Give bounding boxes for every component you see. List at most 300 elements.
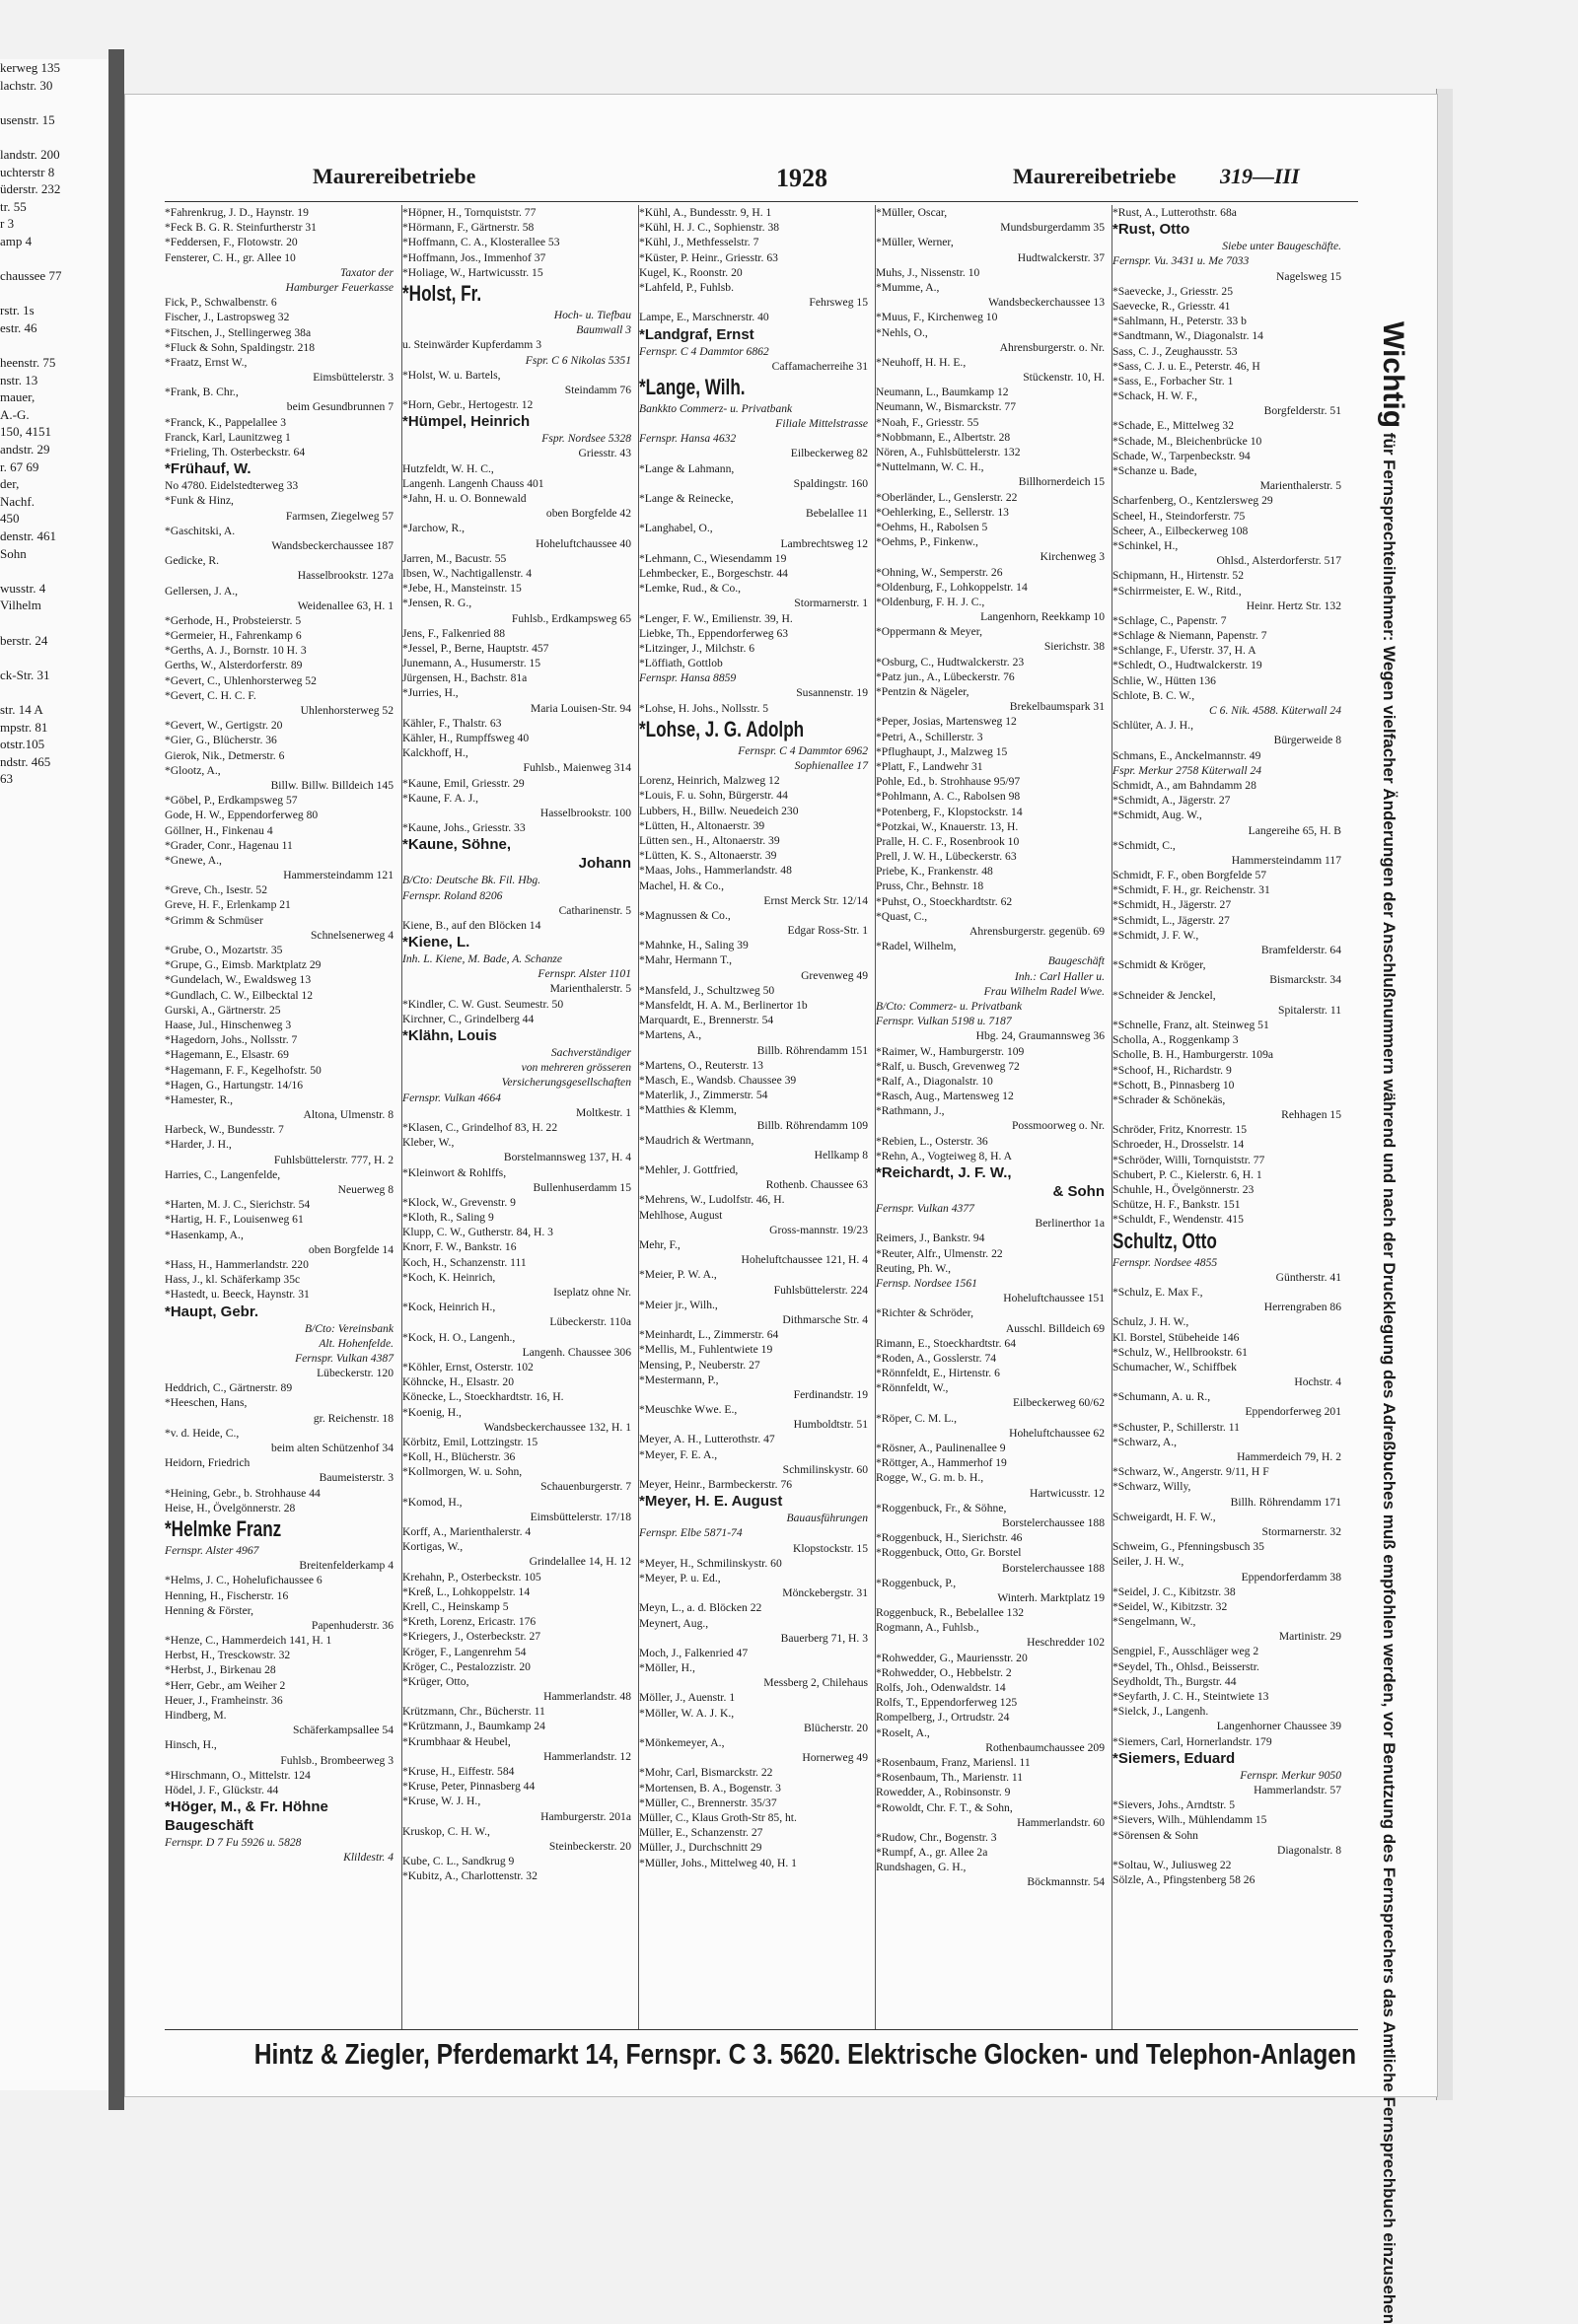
directory-entry: *Masch, E., Wandsb. Chaussee 39 bbox=[639, 1073, 797, 1087]
directory-entry: *Meyer, H., Schmilinskystr. 60 bbox=[639, 1556, 782, 1570]
directory-entry: Lubbers, H., Billw. Neuedeich 230 bbox=[639, 804, 799, 817]
directory-entry: Ernst Merck Str. 12/14 bbox=[763, 893, 868, 907]
directory-entry: *Kriegers, J., Osterbeckstr. 27 bbox=[402, 1630, 541, 1644]
directory-entry: *Seidel, W., Kibitzstr. 32 bbox=[1112, 1599, 1228, 1613]
left-page-fragment: ndstr. 465 bbox=[0, 753, 51, 769]
directory-entry: *Meyer, F. E. A., bbox=[639, 1447, 718, 1461]
directory-entry: *Horn, Gebr., Hertogestr. 12 bbox=[402, 398, 534, 412]
directory-entry: Inh.: Carl Haller u. bbox=[1014, 969, 1105, 983]
directory-entry: *Rudow, Chr., Bogenstr. 3 bbox=[876, 1830, 997, 1844]
directory-entry: *Schmidt & Kröger, bbox=[1112, 958, 1206, 972]
directory-entry: Hammerlandstr. 48 bbox=[543, 1690, 631, 1704]
directory-entry: *Frank, B. Chr., bbox=[165, 386, 239, 399]
directory-entry: *Sievers, Johs., Arndtstr. 5 bbox=[1112, 1798, 1235, 1812]
directory-entry: Baumeisterstr. 3 bbox=[319, 1471, 394, 1485]
directory-entry: Heuer, J., Framheinstr. 36 bbox=[165, 1693, 283, 1707]
directory-entry: *Kaune, Emil, Griesstr. 29 bbox=[402, 776, 525, 790]
directory-entry: Rolfs, T., Eppendorferweg 125 bbox=[876, 1696, 1018, 1710]
directory-entry: gr. Reichenstr. 18 bbox=[313, 1411, 394, 1425]
directory-entry: *Rumpf, A., gr. Allee 2a bbox=[876, 1846, 988, 1860]
directory-entry: Meyn, L., a. d. Blöcken 22 bbox=[639, 1601, 762, 1615]
directory-entry: Nagelsweg 15 bbox=[1275, 269, 1341, 283]
directory-entry: *Jensen, R. G., bbox=[402, 597, 472, 610]
left-page-fragment bbox=[0, 683, 61, 701]
directory-column-1 bbox=[165, 205, 397, 2029]
directory-entry: *Maas, Johs., Hammerlandstr. 48 bbox=[639, 864, 792, 878]
directory-entry: Rowedder, A., Robinsonstr. 9 bbox=[876, 1786, 1011, 1799]
directory-entry: *Schuldt, F., Wendenstr. 415 bbox=[1112, 1213, 1244, 1227]
directory-entry: *Holst, Fr. bbox=[402, 280, 482, 306]
directory-entry: Hammersteindamm 117 bbox=[1231, 853, 1341, 867]
directory-entry: Mehr, F., bbox=[639, 1238, 681, 1251]
directory-entry: *Komod, H., bbox=[402, 1495, 463, 1509]
directory-entry: Roggenbuck, R., Bebelallee 132 bbox=[876, 1606, 1025, 1620]
directory-entry: Lübeckerstr. 110a bbox=[549, 1315, 631, 1329]
directory-entry: Borgfelderstr. 51 bbox=[1263, 404, 1341, 418]
directory-entry: Heise, H., Övelgönnerstr. 28 bbox=[165, 1501, 296, 1514]
directory-entry: Ahrensburgerstr. o. Nr. bbox=[999, 340, 1105, 354]
directory-entry: Steindamm 76 bbox=[564, 383, 631, 396]
directory-entry: Hammerdeich 79, H. 2 bbox=[1237, 1450, 1341, 1463]
directory-entry: Borstelmannsweg 137, H. 4 bbox=[503, 1151, 631, 1164]
directory-entry: *Franck, K., Pappelallee 3 bbox=[165, 415, 286, 429]
directory-entry: Könecke, L., Stoeckhardtstr. 16, H. bbox=[402, 1390, 564, 1404]
directory-entry: *Hoffmann, Jos., Immenhof 37 bbox=[402, 250, 546, 264]
directory-entry: Messberg 2, Chilehaus bbox=[763, 1676, 868, 1690]
directory-entry: Stormarnerstr. 32 bbox=[1261, 1524, 1341, 1538]
directory-entry: *Fluck & Sohn, Spaldingstr. 218 bbox=[165, 340, 316, 354]
directory-entry: *Schmidt, Aug. W., bbox=[1112, 809, 1202, 822]
directory-entry: Langenhorner Chaussee 39 bbox=[1216, 1720, 1341, 1733]
directory-entry: Kl. Borstel, Stübeheide 146 bbox=[1112, 1330, 1240, 1344]
directory-entry: *Meyer, P. u. Ed., bbox=[639, 1571, 721, 1585]
directory-entry: *Rösner, A., Paulinenallee 9 bbox=[876, 1442, 1006, 1454]
directory-entry: Gellersen, J. A., bbox=[165, 584, 239, 598]
directory-entry: *Roggenbuck, H., Sierichstr. 46 bbox=[876, 1531, 1023, 1545]
directory-entry: Haase, Jul., Hinschenweg 3 bbox=[165, 1018, 292, 1031]
directory-entry: Scheer, A., Eilbeckerweg 108 bbox=[1112, 524, 1249, 537]
directory-entry: *Rehn, A., Vogteiweg 8, H. A bbox=[876, 1149, 1013, 1162]
directory-entry: Nören, A., Fuhlsbüttelerstr. 132 bbox=[876, 446, 1021, 458]
directory-entry: *Oehms, H., Rabolsen 5 bbox=[876, 520, 988, 533]
left-page-fragment: amp 4 bbox=[0, 233, 33, 248]
directory-column-3 bbox=[638, 205, 872, 2029]
left-page-fragment: estr. 46 bbox=[0, 319, 37, 335]
directory-entry: *Quast, C., bbox=[876, 909, 928, 923]
directory-entry: Humboldtstr. 51 bbox=[793, 1418, 868, 1432]
directory-entry: u. Steinwärder Kupferdamm 3 bbox=[402, 338, 542, 352]
directory-entry: Prell, J. W. H., Lübeckerstr. 63 bbox=[876, 850, 1017, 864]
directory-entry: Rolfs, Joh., Odenwaldstr. 14 bbox=[876, 1681, 1006, 1694]
directory-entry: Krell, C., Heinskamp 5 bbox=[402, 1599, 509, 1613]
directory-entry: Heidorn, Friedrich bbox=[165, 1456, 251, 1470]
directory-entry: *Oldenburg, F. H. J. C., bbox=[876, 595, 985, 608]
directory-entry: *Potzkai, W., Knauerstr. 13, H. bbox=[876, 819, 1019, 833]
directory-entry: Pohle, Ed., b. Strohhause 95/97 bbox=[876, 775, 1021, 789]
left-page-fragment: mpstr. 81 bbox=[0, 719, 48, 735]
directory-entry: Herbst, H., Tresckowstr. 32 bbox=[165, 1649, 291, 1662]
directory-entry: Schuhle, H., Övelgönnerstr. 23 bbox=[1112, 1183, 1255, 1196]
directory-entry: Krehahn, P., Osterbeckstr. 105 bbox=[402, 1570, 541, 1584]
directory-entry: *Hagemann, F. F., Kegelhofstr. 50 bbox=[165, 1063, 322, 1077]
directory-entry: *Schoof, H., Richardstr. 9 bbox=[1112, 1063, 1232, 1077]
directory-entry: Fernspr. Vulkan 4377 bbox=[876, 1202, 974, 1215]
directory-entry: *Schrader & Schönekäs, bbox=[1112, 1092, 1226, 1106]
directory-entry: *Gerhode, H., Probsteierstr. 5 bbox=[165, 613, 302, 627]
directory-entry: Hamburger Feuerkasse bbox=[285, 280, 394, 294]
directory-entry: Fernspr. Vulkan 4664 bbox=[402, 1091, 501, 1104]
directory-entry: Kirchner, C., Grindelberg 44 bbox=[402, 1012, 535, 1025]
directory-entry: B/Cto: Vereinsbank bbox=[304, 1321, 394, 1335]
footer-advertisement: Hintz & Ziegler, Pferdemarkt 14, Fernspr. C 3. 5620. Elektrische Glocken- und Telephon-Anlagen bbox=[253, 2039, 1357, 2071]
directory-entry: Gerths, W., Alsterdorferstr. 89 bbox=[165, 659, 303, 672]
directory-entry: Schlüter, A. J. H., bbox=[1112, 719, 1193, 733]
directory-entry: *Meinhardt, L., Zimmerstr. 64 bbox=[639, 1328, 779, 1342]
directory-entry: Wandsbeckerchaussee 187 bbox=[271, 538, 394, 552]
directory-entry: Weidenallee 63, H. 1 bbox=[297, 599, 394, 612]
directory-entry: Bauerberg 71, H. 3 bbox=[780, 1631, 868, 1645]
directory-entry: *Roden, A., Gosslerstr. 74 bbox=[876, 1351, 997, 1365]
directory-entry: *Jessel, P., Berne, Hauptstr. 457 bbox=[402, 641, 549, 655]
directory-entry: *Pohlmann, A. C., Rabolsen 98 bbox=[876, 790, 1021, 804]
directory-entry: Neumann, W., Bismarckstr. 77 bbox=[876, 400, 1017, 414]
directory-entry: *Meier, P. W. A., bbox=[639, 1268, 717, 1282]
directory-entry: *Radel, Wilhelm, bbox=[876, 940, 957, 953]
directory-entry: Hammerlandstr. 60 bbox=[1017, 1815, 1105, 1829]
directory-entry: *Fahrenkrug, J. D., Haynstr. 19 bbox=[165, 206, 309, 219]
directory-entry: *Rönnfeldt, W., bbox=[876, 1381, 949, 1395]
directory-entry: *Klasen, C., Grindelhof 83, H. 22 bbox=[402, 1120, 558, 1134]
directory-entry: *Klähn, Louis bbox=[402, 1027, 497, 1044]
directory-entry: *Potenberg, F., Klopstockstr. 14 bbox=[876, 805, 1023, 818]
left-page-fragment: 63 bbox=[0, 771, 13, 787]
directory-entry: *Meier jr., Wilh., bbox=[639, 1298, 718, 1311]
directory-entry: Hochstr. 4 bbox=[1294, 1375, 1341, 1389]
directory-entry: Billb. Röhrendamm 151 bbox=[756, 1043, 868, 1057]
directory-entry: Fischer, J., Lastropsweg 32 bbox=[165, 311, 290, 324]
directory-entry: Schulz, J. H. W., bbox=[1112, 1315, 1189, 1329]
directory-entry: *Hoffmann, C. A., Klosterallee 53 bbox=[402, 236, 560, 249]
directory-entry: Catharinenstr. 5 bbox=[558, 903, 631, 917]
directory-entry: *Hagemann, E., Elsastr. 69 bbox=[165, 1048, 289, 1062]
directory-entry: *Mortensen, B. A., Bogenstr. 3 bbox=[639, 1781, 781, 1795]
directory-entry: *Germeier, H., Fahrenkamp 6 bbox=[165, 629, 302, 643]
side-notice-headline: Wichtig bbox=[1377, 321, 1409, 429]
directory-entry: Franck, Karl, Launitzweg 1 bbox=[165, 430, 291, 444]
directory-entry: *Koll, H., Blücherstr. 36 bbox=[402, 1450, 516, 1464]
directory-entry: Eppendorferdamm 38 bbox=[1241, 1570, 1341, 1584]
directory-entry: Lübeckerstr. 120 bbox=[317, 1367, 394, 1380]
directory-entry: Korff, A., Marienthalerstr. 4 bbox=[402, 1525, 532, 1538]
directory-entry: *Rathmann, J., bbox=[876, 1104, 945, 1118]
directory-entry: *Möller, W. A. J. K., bbox=[639, 1706, 735, 1720]
directory-entry: *Schmidt, C., bbox=[1112, 838, 1176, 852]
directory-entry: *Koenig, H., bbox=[402, 1405, 462, 1419]
directory-entry: *Oehlerking, E., Sellerstr. 13 bbox=[876, 505, 1009, 519]
directory-entry: Eilbeckerweg 82 bbox=[790, 447, 868, 460]
directory-entry: *Koch, K. Heinrich, bbox=[402, 1270, 496, 1284]
directory-entry: Farmsen, Ziegelweg 57 bbox=[285, 509, 394, 523]
directory-entry: Böckmannstr. 54 bbox=[1027, 1875, 1105, 1889]
directory-entry: *Puhst, O., Stoeckhardtstr. 62 bbox=[876, 894, 1013, 908]
directory-entry: *Schwarz, A., bbox=[1112, 1435, 1178, 1448]
directory-entry: *Reichardt, J. F. W., bbox=[876, 1164, 1012, 1181]
directory-entry: Hutzfeldt, W. H. C., bbox=[402, 461, 494, 475]
directory-entry: *Roggenbuck, Fr., & Söhne, bbox=[876, 1501, 1007, 1514]
directory-entry: Lampe, E., Marschnerstr. 40 bbox=[639, 311, 769, 324]
directory-entry: Greve, H. F., Erlenkamp 21 bbox=[165, 898, 291, 912]
left-page-fragment: kerweg 135 bbox=[0, 60, 61, 75]
directory-entry: Schlote, B. C. W., bbox=[1112, 688, 1195, 702]
directory-entry: Fernspr. Alster 1101 bbox=[538, 967, 631, 981]
directory-entry: *Oppermann & Meyer, bbox=[876, 625, 983, 639]
directory-entry: *Mellis, M., Fuhlentwiete 19 bbox=[639, 1343, 773, 1357]
directory-entry: Mensing, P., Neuberstr. 27 bbox=[639, 1358, 760, 1372]
directory-entry: *Hastedt, u. Beeck, Haynstr. 31 bbox=[165, 1288, 310, 1302]
directory-entry: *Krützmann, J., Baumkamp 24 bbox=[402, 1720, 545, 1733]
directory-entry: *Ohning, W., Semperstr. 26 bbox=[876, 565, 1003, 579]
directory-entry: *Sörensen & Sohn bbox=[1112, 1828, 1198, 1842]
directory-entry: *Reuter, Alfr., Ulmenstr. 22 bbox=[876, 1246, 1003, 1260]
directory-entry: Ibsen, W., Nachtigallenstr. 4 bbox=[402, 566, 533, 580]
directory-entry: *Litzinger, J., Milchstr. 6 bbox=[639, 641, 755, 655]
directory-entry: Ferdinandstr. 19 bbox=[793, 1387, 868, 1401]
directory-entry: oben Borgfelde 14 bbox=[308, 1242, 394, 1256]
directory-entry: *Roggenbuck, Otto, Gr. Borstel bbox=[876, 1546, 1022, 1560]
directory-entry: *Sengelmann, W., bbox=[1112, 1615, 1196, 1629]
directory-entry: Schipmann, H., Hirtenstr. 52 bbox=[1112, 569, 1244, 583]
directory-entry: *Gundlach, C. W., Eilbecktal 12 bbox=[165, 988, 314, 1002]
directory-entry: Fspr. Nordsee 5328 bbox=[541, 432, 631, 446]
directory-entry: Versicherungsgesellschaften bbox=[501, 1076, 631, 1090]
directory-entry: *Sahlmann, H., Peterstr. 33 b bbox=[1112, 315, 1247, 328]
left-page-fragment: str. 14 A bbox=[0, 701, 43, 717]
left-page-fragment bbox=[0, 94, 61, 111]
directory-entry: *Martens, A., bbox=[639, 1028, 702, 1042]
directory-entry: Kähler, F., Thalstr. 63 bbox=[402, 716, 502, 730]
directory-entry: Kugel, K., Roonstr. 20 bbox=[639, 265, 743, 279]
directory-entry: Schultz, Otto bbox=[1112, 1228, 1217, 1253]
directory-entry: *Louis, F. u. Sohn, Bürgerstr. 44 bbox=[639, 789, 788, 803]
directory-entry: *Fitschen, J., Stellingerweg 38a bbox=[165, 325, 312, 339]
directory-entry: Mundsburgerdamm 35 bbox=[1000, 221, 1105, 235]
directory-entry: Borstelerchaussee 188 bbox=[1002, 1561, 1105, 1575]
directory-entry: Fuhlsbüttelerstr. 777, H. 2 bbox=[273, 1153, 394, 1166]
left-page-fragment: Nachf. bbox=[0, 493, 36, 509]
directory-entry: Eilbeckerweg 60/62 bbox=[1012, 1396, 1105, 1410]
directory-entry: *Kubitz, A., Charlottenstr. 32 bbox=[402, 1869, 538, 1883]
directory-entry: Scharfenberg, O., Kentzlersweg 29 bbox=[1112, 494, 1273, 508]
directory-entry: Schmidt, F. F., oben Borgfelde 57 bbox=[1112, 869, 1267, 882]
directory-entry: Liebke, Th., Eppendorferweg 63 bbox=[639, 626, 789, 640]
directory-entry: *Kruse, Peter, Pinnasberg 44 bbox=[402, 1780, 536, 1794]
directory-entry: Marienthalerstr. 5 bbox=[549, 982, 631, 996]
directory-entry: *Höger, M., & Fr. Höhne bbox=[165, 1798, 328, 1816]
directory-entry: Kirchenweg 3 bbox=[1040, 550, 1105, 564]
directory-entry: *Müller, Johs., Mittelweg 40, H. 1 bbox=[639, 1856, 797, 1869]
directory-entry: *Jebe, H., Mansteinstr. 15 bbox=[402, 582, 522, 596]
directory-entry: *Kock, Heinrich H., bbox=[402, 1301, 496, 1314]
directory-entry: Diagonalstr. 8 bbox=[1276, 1843, 1341, 1857]
directory-entry: Schröder, Fritz, Knorrestr. 15 bbox=[1112, 1123, 1248, 1137]
directory-entry: Gedicke, R. bbox=[165, 554, 220, 568]
directory-page bbox=[124, 94, 1438, 2324]
directory-entry: Langereihe 65, H. B bbox=[1248, 823, 1341, 837]
directory-entry: Papenhuderstr. 36 bbox=[311, 1618, 394, 1632]
directory-entry: *Lohse, H. Johs., Nollsstr. 5 bbox=[639, 701, 769, 715]
directory-entry: *Roggenbuck, P., bbox=[876, 1576, 957, 1589]
directory-entry: Kiene, B., auf den Blöcken 14 bbox=[402, 918, 541, 932]
directory-entry: Bankkto Commerz- u. Privatbank bbox=[639, 401, 793, 415]
directory-entry: *Gevert, C., Uhlenhorsterweg 52 bbox=[165, 673, 317, 687]
directory-entry: *Schmidt, L., Jägerstr. 27 bbox=[1112, 913, 1230, 927]
directory-entry: *Nehls, O., bbox=[876, 325, 928, 339]
directory-entry: *v. d. Heide, C., bbox=[165, 1426, 240, 1440]
directory-entry: Jens, F., Falkenried 88 bbox=[402, 626, 506, 640]
directory-entry: *Siemers, Eduard bbox=[1112, 1749, 1236, 1767]
directory-entry: *Helmke Franz bbox=[165, 1515, 282, 1541]
directory-entry: Griesstr. 43 bbox=[578, 447, 631, 460]
directory-entry: Caffamacherreihe 31 bbox=[771, 359, 868, 373]
directory-entry: Fspr. Merkur 2758 Küterwall 24 bbox=[1112, 763, 1262, 777]
directory-entry: Maria Louisen-Str. 94 bbox=[530, 701, 631, 715]
directory-entry: *Mehler, J. Gottfried, bbox=[639, 1163, 739, 1177]
directory-entry: *Kaune, F. A. J., bbox=[402, 791, 479, 805]
directory-entry: Ahrensburgerstr. gegenüb. 69 bbox=[969, 925, 1105, 938]
directory-entry: Fuhlsbüttelerstr. 224 bbox=[773, 1283, 868, 1297]
directory-entry: Kalckhoff, H., bbox=[402, 746, 468, 760]
directory-entry: Kortigas, W., bbox=[402, 1540, 464, 1554]
directory-entry: *Funk & Hinz, bbox=[165, 494, 234, 508]
directory-entry: *Schumann, A. u. R., bbox=[1112, 1390, 1211, 1404]
directory-entry: *Kühl, A., Bundesstr. 9, H. 1 bbox=[639, 206, 772, 219]
left-page-fragment bbox=[0, 562, 61, 580]
left-page-fragment: 150, 4151 bbox=[0, 424, 51, 440]
directory-entry: Schmilinskystr. 60 bbox=[782, 1462, 868, 1476]
directory-entry: *Schlage, C., Papenstr. 7 bbox=[1112, 613, 1227, 627]
directory-entry: oben Borgfelde 42 bbox=[545, 507, 631, 521]
directory-entry: Fernspr. Vulkan 4387 bbox=[295, 1351, 394, 1365]
directory-entry: Sölzle, A., Pfingstenberg 58 26 bbox=[1112, 1873, 1255, 1887]
left-page-fragment: usenstr. 15 bbox=[0, 111, 55, 127]
directory-entry: *Meyer, H. E. August bbox=[639, 1493, 783, 1511]
directory-entry: *Lenger, F. W., Emilienstr. 39, H. bbox=[639, 611, 793, 625]
directory-entry: Herrengraben 86 bbox=[1263, 1301, 1341, 1314]
directory-entry: Klupp, C. W., Gutherstr. 84, H. 3 bbox=[402, 1226, 553, 1239]
directory-entry: Moch, J., Falkenried 47 bbox=[639, 1646, 749, 1659]
directory-entry: *Fraatz, Ernst W., bbox=[165, 355, 248, 369]
directory-entry: Fensterer, C. H., gr. Allee 10 bbox=[165, 250, 296, 264]
directory-entry: Uhlenhorsterweg 52 bbox=[300, 704, 394, 717]
directory-entry: Mönckebergstr. 31 bbox=[782, 1586, 868, 1600]
left-page-fragment: berstr. 24 bbox=[0, 632, 48, 648]
directory-entry: *Mohr, Carl, Bismarckstr. 22 bbox=[639, 1766, 773, 1780]
directory-entry: *Seydel, Th., Ohlsd., Beisserstr. bbox=[1112, 1659, 1259, 1673]
directory-entry: Taxator der bbox=[339, 265, 394, 279]
directory-entry: Spaldingstr. 160 bbox=[793, 476, 868, 490]
left-page-fragment: r. 67 69 bbox=[0, 458, 39, 474]
directory-entry: Baumwall 3 bbox=[576, 323, 631, 337]
directory-entry: Rundshagen, G. H., bbox=[876, 1861, 967, 1874]
directory-entry: Fuhlsb., Maienweg 314 bbox=[523, 761, 631, 775]
directory-entry: *Rosenbaum, Th., Marienstr. 11 bbox=[876, 1771, 1024, 1785]
directory-entry: Rimann, E., Stoeckhardtstr. 64 bbox=[876, 1336, 1017, 1350]
directory-entry: Rogge, W., G. m. b. H., bbox=[876, 1471, 984, 1485]
left-page-fragment bbox=[0, 285, 61, 303]
directory-entry: *Höpner, H., Tornquiststr. 77 bbox=[402, 206, 537, 219]
directory-entry: *Küster, P. Heinr., Griesstr. 63 bbox=[639, 250, 778, 264]
directory-entry: *Richter & Schröder, bbox=[876, 1306, 974, 1320]
directory-entry: Sierichstr. 38 bbox=[1043, 640, 1105, 654]
directory-entry: Saevecke, R., Griesstr. 41 bbox=[1112, 299, 1231, 313]
directory-entry: *Gnewe, A., bbox=[165, 853, 222, 867]
directory-column-5 bbox=[1112, 205, 1345, 2029]
directory-entry: No 4780. Eidelstedterweg 33 bbox=[165, 479, 299, 493]
directory-entry: Filiale Mittelstrasse bbox=[775, 417, 868, 431]
directory-entry: Baugeschäft bbox=[165, 1817, 254, 1835]
left-page-fragment: Vilhelm bbox=[0, 598, 41, 613]
directory-entry: Henning, H., Fischerstr. 16 bbox=[165, 1588, 289, 1602]
directory-entry: Frau Wilhelm Radel Wwe. bbox=[983, 984, 1105, 998]
header-rule bbox=[165, 201, 1358, 202]
directory-entry: Müller, J., Durchschnitt 29 bbox=[639, 1841, 762, 1855]
directory-entry: *Gevert, W., Gertigstr. 20 bbox=[165, 719, 283, 733]
directory-entry: Jarren, M., Bacustr. 55 bbox=[402, 551, 507, 565]
directory-entry: *Hagedorn, Johs., Nollsstr. 7 bbox=[165, 1033, 298, 1047]
left-page-fragment: landstr. 200 bbox=[0, 146, 60, 162]
directory-entry: Heschredder 102 bbox=[1027, 1636, 1105, 1650]
directory-entry: Fehrsweg 15 bbox=[809, 296, 868, 310]
directory-entry: Machel, H. & Co., bbox=[639, 879, 724, 892]
page-edge bbox=[1436, 89, 1453, 2100]
directory-entry: Krützmann, Chr., Bücherstr. 11 bbox=[402, 1705, 545, 1719]
directory-entry: Sengpiel, F., Ausschläger weg 2 bbox=[1112, 1645, 1259, 1658]
directory-entry: Wandsbeckerchaussee 13 bbox=[988, 296, 1105, 310]
directory-entry: *Sass, E., Forbacher Str. 1 bbox=[1112, 374, 1234, 387]
directory-entry: Langenh. Langenh Chauss 401 bbox=[402, 476, 544, 490]
directory-entry: Rompelberg, J., Ortrudstr. 24 bbox=[876, 1711, 1010, 1725]
directory-entry: Wandsbeckerchaussee 132, H. 1 bbox=[483, 1420, 631, 1434]
directory-entry: Henning & Förster, bbox=[165, 1603, 254, 1617]
directory-entry: *Gaschitski, A. bbox=[165, 524, 236, 537]
directory-entry: *Lange & Reinecke, bbox=[639, 492, 734, 505]
directory-entry: *Kloth, R., Saling 9 bbox=[402, 1211, 494, 1225]
directory-entry: Bramfelderstr. 64 bbox=[1260, 944, 1341, 956]
directory-entry: *Möller, H., bbox=[639, 1661, 695, 1675]
directory-entry: *Osburg, C., Hudtwalckerstr. 23 bbox=[876, 655, 1025, 669]
directory-entry: Lorenz, Heinrich, Malzweg 12 bbox=[639, 774, 780, 788]
directory-entry: *Gier, G., Blücherstr. 36 bbox=[165, 734, 277, 747]
directory-entry: *Mahr, Hermann T., bbox=[639, 953, 733, 967]
directory-entry: Kröger, C., Pestalozzistr. 20 bbox=[402, 1659, 531, 1673]
directory-entry: *Mönkemeyer, A., bbox=[639, 1736, 725, 1749]
directory-entry: Sachverständiger bbox=[550, 1046, 631, 1059]
directory-entry: Hammersteindamm 121 bbox=[283, 869, 394, 882]
directory-entry: *Rönnfeldt, E., Hirtenstr. 6 bbox=[876, 1367, 1000, 1380]
directory-entry: & Sohn bbox=[1052, 1183, 1105, 1200]
directory-entry: Klildestr. 4 bbox=[343, 1851, 394, 1865]
directory-entry: *Schmidt, H., Jägerstr. 27 bbox=[1112, 898, 1232, 912]
directory-entry: Schauenburgerstr. 7 bbox=[540, 1480, 631, 1494]
directory-entry: Spitalerstr. 11 bbox=[1278, 1003, 1341, 1017]
directory-entry: Rothenb. Chaussee 63 bbox=[765, 1178, 868, 1192]
directory-entry: Eppendorferweg 201 bbox=[1245, 1405, 1341, 1419]
left-page-fragment: lachstr. 30 bbox=[0, 77, 53, 93]
directory-entry: Siebe unter Baugeschäfte. bbox=[1222, 240, 1341, 253]
left-page-fragment: uchterstr 8 bbox=[0, 164, 55, 179]
directory-entry: Rehhagen 15 bbox=[1281, 1108, 1341, 1122]
directory-entry: Seydholdt, Th., Burgstr. 44 bbox=[1112, 1674, 1237, 1688]
